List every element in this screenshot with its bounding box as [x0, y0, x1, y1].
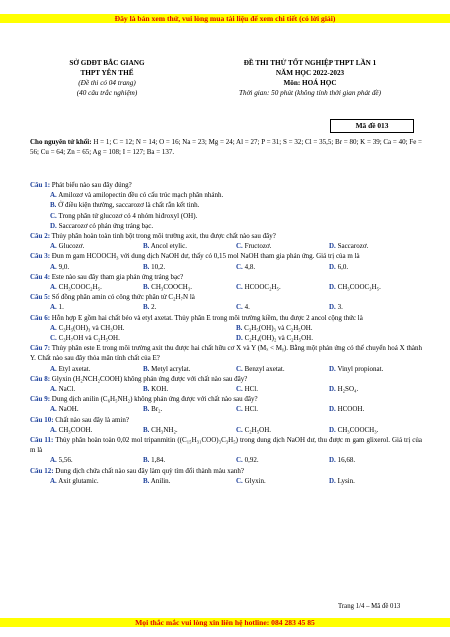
option-letter: B.: [143, 283, 150, 292]
option-text: CH₃NH₂.: [151, 425, 178, 434]
option-letter: D.: [329, 262, 336, 271]
option-text: Amilozơ và amilopectin đều có cấu trúc mạch phân nhánh.: [58, 191, 224, 200]
option-text: Lysin.: [337, 476, 355, 485]
option-text: HCl.: [244, 385, 258, 394]
option-text: Anilin.: [150, 476, 171, 485]
answer-option: [143, 241, 236, 251]
school-name: THPT YÊN THẾ: [80, 69, 134, 77]
option-text: Vinyl propionat.: [337, 364, 384, 373]
question-text: Dung dịch chứa chất nào sau đây làm quỳ tím đổi thành màu xanh?: [53, 466, 244, 475]
answer-option: [50, 384, 143, 394]
answer-option: [236, 455, 329, 465]
option-text: 9,0.: [58, 262, 70, 271]
answer-option: [143, 476, 236, 486]
header-right: [190, 58, 430, 98]
option-text: NaCl.: [58, 385, 76, 394]
option-letter: B.: [143, 425, 150, 434]
option-letter: C.: [50, 211, 57, 220]
question-text: Glyxin (H₂NCH₂COOH) không phản ứng được với chất nào sau đây?: [50, 374, 248, 383]
question-text: Dung dịch anilin (C₆H₅NH₂) không phản ứng được với chất nào sau đây?: [50, 395, 258, 404]
answer-option: [329, 282, 422, 292]
answer-option: [143, 404, 236, 414]
answer-option: [236, 364, 329, 374]
option-letter: A.: [50, 303, 57, 312]
option-letter: D.: [329, 385, 336, 394]
page-footer: Trang 1/4 – Mã đề 013: [338, 603, 401, 610]
answer-option: [50, 262, 143, 272]
question-1: [30, 180, 422, 190]
answer-option: [236, 302, 329, 312]
answer-option: [50, 241, 143, 251]
answer-option: [329, 364, 422, 374]
answer-option: [143, 364, 236, 374]
option-letter: D.: [329, 476, 336, 485]
option-text: Glyxin.: [244, 476, 266, 485]
option-row: [30, 200, 422, 210]
answer-option: [236, 476, 329, 486]
option-text: HCOOC₂H₅.: [244, 283, 281, 292]
answer-option: [236, 282, 329, 292]
school-year: NĂM HỌC 2022-2023: [275, 69, 345, 77]
option-letter: A.: [50, 476, 57, 485]
option-text: Saccarozơ có phản ứng tráng bạc.: [58, 221, 154, 230]
option-row: [30, 302, 422, 312]
option-letter: C.: [236, 476, 243, 485]
option-text: 1.: [58, 303, 64, 312]
option-letter: B.: [143, 242, 150, 251]
answer-option: [50, 221, 422, 231]
option-text: Br₂.: [151, 405, 163, 414]
option-letter: A.: [50, 323, 57, 332]
question-text: Phát biểu nào sau đây đúng?: [50, 181, 132, 189]
answer-option: [50, 476, 143, 486]
header-left: [32, 58, 182, 98]
option-row: [30, 384, 422, 394]
option-letter: D.: [329, 283, 336, 292]
option-row: [30, 364, 422, 374]
answer-option: [329, 302, 422, 312]
question-text: Thủy phân este E trong môi trường axit thu được hai chất hữu cơ X và Y (Mₓ < Mᵧ). Bằng một phản ứng có thể chuyển hoá X thành Y. Chất nào sau đây thỏa mãn tính chất của E?: [30, 344, 422, 363]
option-text: HCl.: [244, 405, 258, 414]
question-text: Thủy phân hoàn toàn 0,02 mol tripanmitin ((C₁₅H₃₁COO)₃C₃H₅) trong dung dịch NaOH dư, thu được m gam glixerol. Giá trị của m là: [30, 436, 422, 455]
question-7: [30, 343, 422, 363]
question-12: [30, 466, 422, 476]
option-letter: B.: [143, 476, 150, 485]
question-text: Số đồng phân amin có công thức phân tử C₂H₇N là: [50, 293, 195, 302]
answer-option: [236, 333, 422, 343]
option-row: [30, 425, 422, 435]
option-letter: A.: [50, 283, 57, 292]
answer-option: [50, 333, 236, 343]
answer-option: [143, 262, 236, 272]
exam-code-box: Mã đề 013: [330, 119, 414, 133]
answer-option: [329, 241, 422, 251]
option-letter: D.: [329, 364, 336, 373]
time-limit: Thời gian: 50 phút (không tính thời gian phát đề): [238, 89, 382, 97]
option-text: 16,68.: [337, 456, 356, 465]
option-letter: B.: [143, 364, 150, 373]
option-text: CH₃COOCH₃.: [151, 283, 193, 292]
option-letter: B.: [143, 456, 150, 465]
option-letter: D.: [329, 456, 336, 465]
question-text: Chất nào sau đây là amin?: [53, 415, 129, 424]
answer-option: [329, 404, 422, 414]
option-row: [30, 333, 422, 343]
option-text: 4,8.: [244, 262, 256, 271]
option-text: C₃H₅(OH)₃ và CH₃OH.: [58, 323, 125, 332]
question-number: Câu 5:: [30, 293, 51, 302]
option-letter: A.: [50, 191, 57, 200]
option-letter: A.: [50, 262, 57, 271]
option-letter: C.: [236, 242, 243, 251]
bottom-banner: Mọi thắc mắc vui lòng xin liên hệ hotline: 084 283 45 85: [0, 618, 450, 627]
answer-option: [50, 200, 422, 210]
option-letter: B.: [143, 405, 150, 414]
option-letter: D.: [329, 242, 336, 251]
option-row: [30, 221, 422, 231]
question-11: [30, 435, 422, 455]
question-number: Câu 12:: [30, 466, 54, 475]
question-number: Câu 4:: [30, 272, 51, 281]
answer-option: [236, 425, 329, 435]
answer-option: [329, 262, 422, 272]
option-text: 10,2.: [151, 262, 166, 271]
option-text: Benzyl axetat.: [244, 364, 285, 373]
option-text: NaOH.: [58, 405, 79, 414]
option-text: H₂SO₄.: [337, 385, 359, 394]
option-text: 6,0.: [337, 262, 349, 271]
option-letter: A.: [50, 425, 57, 434]
option-row: [30, 323, 422, 333]
question-text: Este nào sau đây tham gia phản ứng tráng bạc?: [50, 272, 184, 281]
answer-option: [236, 262, 329, 272]
answer-option: [236, 323, 422, 333]
option-text: Saccarozơ.: [337, 242, 369, 251]
question-10: [30, 415, 422, 425]
question-number: Câu 10:: [30, 415, 54, 424]
option-text: CH₃COOCH₃.: [337, 425, 379, 434]
page-count-note: (Đề thi có 04 trang): [78, 79, 136, 87]
atomic-mass-list: [30, 137, 422, 157]
option-text: CH₃COOH.: [58, 425, 93, 434]
option-letter: D.: [236, 334, 243, 343]
top-banner: Đây là bản xem thử, vui lòng mua tài liệu để xem chi tiết (có lời giải): [0, 14, 450, 23]
option-text: HCOOH.: [337, 405, 365, 414]
answer-option: [329, 425, 422, 435]
question-text: Hỗn hợp E gồm hai chất béo và etyl axetat. Thủy phân E trong môi trường kiềm, thu được 2 ancol cộng thức là: [50, 313, 363, 322]
answer-option: [329, 455, 422, 465]
option-letter: A.: [50, 456, 57, 465]
option-letter: C.: [236, 262, 243, 271]
option-row: [30, 455, 422, 465]
option-text: Glucozơ.: [58, 242, 85, 251]
option-row: [30, 282, 422, 292]
answer-option: [143, 384, 236, 394]
answer-option: [143, 282, 236, 292]
option-letter: C.: [236, 283, 243, 292]
option-letter: C.: [236, 385, 243, 394]
answer-option: [236, 404, 329, 414]
option-row: [30, 262, 422, 272]
question-2: [30, 231, 422, 241]
option-row: [30, 211, 422, 221]
option-text: C₂H₄(OH)₂ và C₂H₅OH.: [244, 334, 313, 343]
option-text: C₃H₇OH và C₂H₅OH.: [58, 334, 120, 343]
option-text: Trong phân tử glucozơ có 4 nhóm hiđroxyl (OH).: [58, 211, 198, 220]
option-letter: D.: [329, 303, 336, 312]
department-name: SỞ GDĐT BẮC GIANG: [69, 59, 145, 67]
option-text: 2.: [151, 303, 157, 312]
option-letter: B.: [143, 303, 150, 312]
option-text: Etyl axetat.: [58, 364, 91, 373]
option-row: [30, 476, 422, 486]
question-text: Thủy phân hoàn toàn tinh bột trong môi trường axit, thu được chất nào sau đây?: [50, 232, 276, 241]
option-text: CH₃COOC₂H₅.: [58, 283, 102, 292]
option-letter: C.: [236, 405, 243, 414]
answer-option: [50, 323, 236, 333]
option-text: Ở điều kiện thường, saccarozơ là chất rắn kết tinh.: [58, 201, 200, 210]
option-letter: C.: [236, 425, 243, 434]
option-letter: C.: [50, 334, 57, 343]
subject-name: Môn: HOÁ HỌC: [283, 79, 337, 87]
question-number: Câu 1:: [30, 181, 51, 189]
option-text: Ancol etylic.: [150, 242, 187, 251]
option-letter: D.: [329, 425, 336, 434]
option-letter: A.: [50, 242, 57, 251]
option-letter: D.: [329, 405, 336, 414]
answer-option: [329, 476, 422, 486]
option-letter: C.: [236, 303, 243, 312]
option-text: KOH.: [151, 385, 169, 394]
option-letter: A.: [50, 405, 57, 414]
answer-option: [50, 302, 143, 312]
option-text: C₃H₅(OH)₃ và C₂H₅OH.: [244, 323, 313, 332]
option-text: C₂H₅OH.: [244, 425, 272, 434]
answer-option: [143, 425, 236, 435]
exam-title: ĐỀ THI THỬ TỐT NGHIỆP THPT LẦN 1: [243, 59, 377, 67]
option-letter: C.: [236, 456, 243, 465]
answer-option: [143, 302, 236, 312]
option-text: Axit glutamic.: [58, 476, 99, 485]
question-4: [30, 272, 422, 282]
option-row: [30, 190, 422, 200]
question-number: Câu 7:: [30, 344, 51, 353]
option-letter: B.: [143, 385, 150, 394]
answer-option: [50, 404, 143, 414]
atomic-mass-label: Cho nguyên tử khối:: [30, 138, 92, 146]
question-number: Câu 6:: [30, 313, 51, 322]
answer-option: [236, 384, 329, 394]
option-text: CH₃COOC₃H₅.: [337, 283, 381, 292]
atomic-mass-values: H = 1; C = 12; N = 14; O = 16; Na = 23; Mg = 24; Al = 27; P = 31; S = 32; Cl = 35,5; Br = 80; K = 39; Ca = 40; Fe = 56; Cu = 64; Zn = 65; Ag = 108; I = 127; Ba = 137.: [30, 138, 423, 156]
question-text: Đun m gam HCOOCH₃ với dung dịch NaOH dư, thấy có 0,15 mol NaOH tham gia phản ứng. Giá trị của m là: [50, 252, 360, 261]
option-letter: D.: [50, 221, 57, 230]
question-5: [30, 292, 422, 302]
question-number: Câu 8:: [30, 374, 51, 383]
question-number: Câu 3:: [30, 252, 51, 261]
option-text: 4.: [244, 303, 250, 312]
option-letter: B.: [50, 201, 57, 210]
answer-option: [143, 455, 236, 465]
option-text: 3.: [337, 303, 343, 312]
answer-option: [236, 241, 329, 251]
question-number: Câu 2:: [30, 232, 51, 241]
question-9: [30, 394, 422, 404]
answer-option: [329, 384, 422, 394]
option-row: [30, 241, 422, 251]
option-letter: A.: [50, 385, 57, 394]
option-letter: A.: [50, 364, 57, 373]
answer-option: [50, 364, 143, 374]
question-number: Câu 11:: [30, 436, 54, 445]
question-count-note: (40 câu trắc nghiệm): [76, 89, 138, 97]
question-number: Câu 9:: [30, 395, 51, 404]
question-6: [30, 313, 422, 323]
answer-option: [50, 455, 143, 465]
option-text: 0,92.: [244, 456, 259, 465]
answer-option: [50, 190, 422, 200]
answer-option: [50, 425, 143, 435]
question-8: [30, 374, 422, 384]
answer-option: [50, 211, 422, 221]
option-text: 1,84.: [151, 456, 166, 465]
option-letter: C.: [236, 364, 243, 373]
option-row: [30, 404, 422, 414]
option-text: Metyl acrylat.: [151, 364, 191, 373]
option-letter: B.: [236, 323, 243, 332]
answer-option: [50, 282, 143, 292]
option-text: 5,56.: [58, 456, 73, 465]
question-3: [30, 251, 422, 261]
option-text: Fructozơ.: [244, 242, 272, 251]
option-letter: B.: [143, 262, 150, 271]
question-list: [30, 180, 422, 486]
